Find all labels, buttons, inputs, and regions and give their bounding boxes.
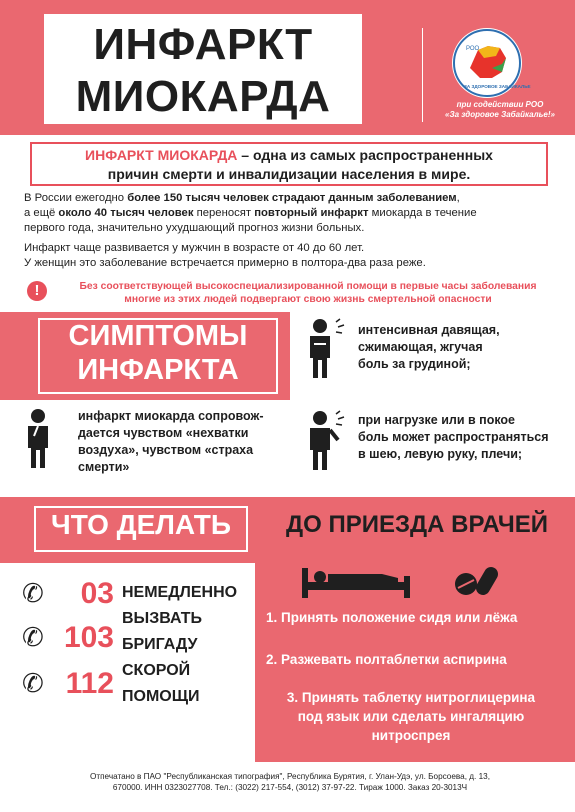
page-title-line1: ИНФАРКТ: [93, 20, 313, 69]
title-box: [44, 14, 362, 124]
intro-rest: – одна из самых распространенных: [237, 147, 493, 163]
what-to-do-title: ЧТО ДЕЛАТЬ: [51, 509, 231, 540]
zabaikalye-map-icon: [452, 28, 531, 98]
symptom-chest-pain-text: интенсивная давящая, сжимающая, жгучая боль за грудиной;: [358, 323, 500, 371]
page-title-line2: МИОКАРДА: [75, 72, 331, 121]
svg-text:ЗА ЗДОРОВОЕ ЗАБАЙКАЛЬЕ: ЗА ЗДОРОВОЕ ЗАБАЙКАЛЬЕ: [464, 84, 531, 89]
intro-highlight: ИНФАРКТ МИОКАРДА: [85, 147, 238, 163]
stats-paragraph: В России ежегодно более 150 тысяч человек страдают данным заболеванием, а ещё около 40 тысяч человек переносят повторный инфаркт миокарда в течение первого года, значительно ухудшающий прогноз жизни больных.: [24, 192, 477, 234]
svg-text:РОО: РОО: [466, 46, 480, 52]
symptoms-title-line2: ИНФАРКТА: [77, 354, 239, 386]
symptom-radiating-pain-text: при нагрузке или в покое боль может распространяться в шею, левую руку, плечи;: [358, 413, 549, 461]
phone-icon: ✆: [22, 578, 44, 608]
first-aid-step-1: 1. Принять положение сидя или лёжа: [266, 610, 518, 625]
intro-line2: причин смерти и инвалидизации населения в мире.: [107, 166, 471, 182]
first-aid-step-3: 3. Принять таблетку нитроглицерина под язык или сделать ингаляцию нитроспрея: [286, 690, 536, 743]
before-doctors-title: ДО ПРИЕЗДА ВРАЧЕЙ: [286, 511, 548, 538]
symptom-breathless-text: инфаркт миокарда сопровож- дается чувством «нехватки воздуха», чувством «страха смерти»: [78, 409, 264, 474]
pills-icon: [454, 564, 504, 598]
header-divider: [422, 28, 423, 122]
phone-number-112: 112: [65, 667, 114, 700]
sponsor-note: при содействии РОО «За здоровое Забайкалье!»: [445, 100, 555, 119]
phone-number-103: 103: [63, 621, 114, 654]
phone-number-03: 03: [80, 577, 114, 610]
warning-icon: !: [27, 281, 47, 301]
call-instruction: НЕМЕДЛЕННО ВЫЗВАТЬ БРИГАДУ СКОРОЙ ПОМОЩИ: [122, 584, 238, 705]
first-aid-step-2: 2. Разжевать полтаблетки аспирина: [266, 652, 507, 667]
organization-logo: [452, 28, 531, 98]
symptoms-title-line1: СИМПТОМЫ: [68, 320, 248, 352]
radiating-pain-person-icon: [300, 410, 350, 472]
bed-rest-icon: [302, 568, 410, 598]
phone-icon: ✆: [22, 668, 44, 698]
breathless-person-icon: [20, 408, 56, 470]
phone-icon: ✆: [22, 622, 44, 652]
risk-paragraph: Инфаркт чаще развивается у мужчин в возрасте от 40 до 60 лет. У женщин это заболевание встречается примерно в полтора-два раза реже.: [24, 242, 426, 269]
chest-pain-person-icon: [300, 318, 348, 380]
print-info-footer: Отпечатано в ПАО "Республиканская типография", Республика Бурятия, г. Улан-Удэ, ул. Борсоева, д. 13, 670000. ИНН 0323027708. Тел.: (3022) 217-554, (3012) 37-97-22. Тираж 1000. Заказ 20-3013Ч: [89, 772, 490, 792]
warning-text: Без соответствующей высокоспециализированной помощи в первые часы заболевания многие из этих людей подвергают свою жизнь смертельной опасности: [79, 281, 537, 305]
intro-box: [30, 142, 548, 186]
